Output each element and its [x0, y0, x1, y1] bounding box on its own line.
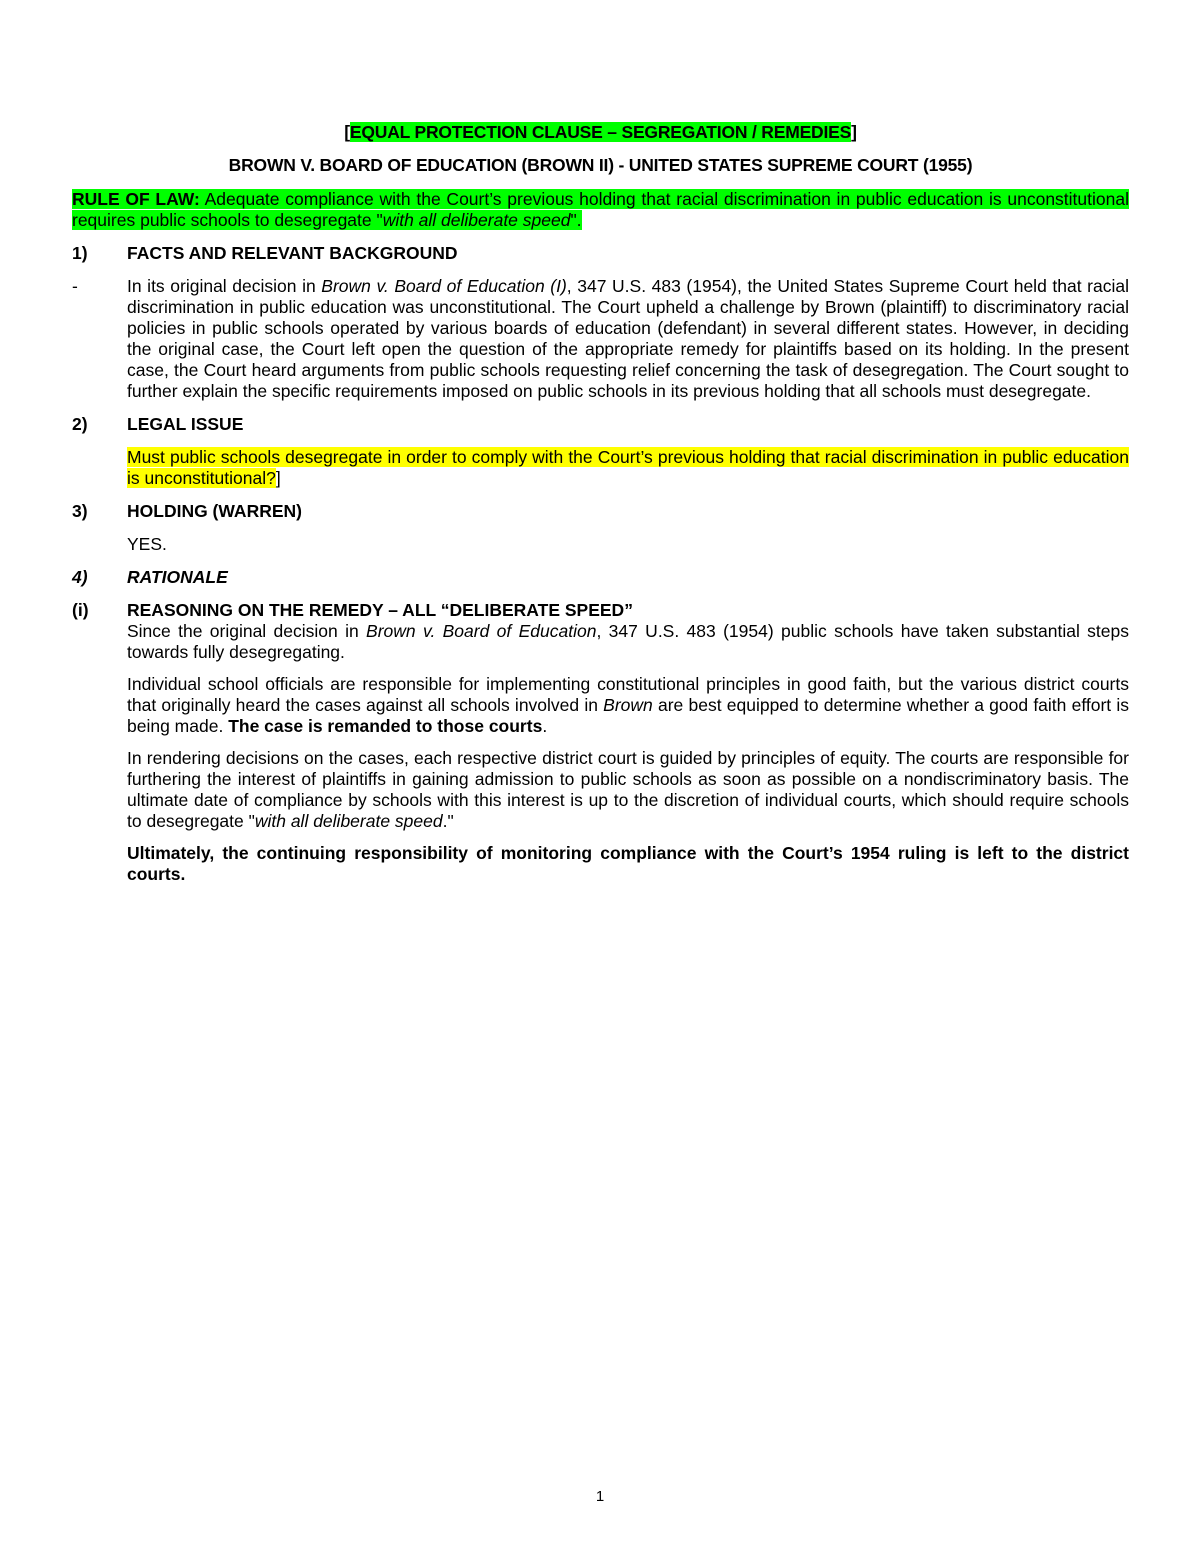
page-number: 1: [595, 1488, 605, 1505]
p4-bold: Ultimately, the continuing responsibility of monitoring compliance with the Court’s 1954 ruling is left to the district courts.: [127, 843, 1129, 884]
section-number: 2): [72, 414, 88, 434]
section-title: RATIONALE: [127, 567, 228, 587]
p1-text: Since the original decision in: [127, 621, 367, 641]
rationale-subsection: [72, 600, 1129, 885]
p1-text-rest: , 347 U.S. 483 (1954) public schools have taken substantial steps towards fully desegregating.: [127, 621, 1130, 662]
section-rationale-heading: [72, 567, 1129, 588]
p2-bold: The case is remanded to those courts: [228, 716, 543, 736]
section-issue-heading: [72, 414, 1129, 435]
facts-text-rest: , 347 U.S. 483 (1954), the United States Supreme Court held that racial discrimination in public education was unconstitutional. The Court upheld a challenge by Brown (plaintiff) to discriminatory racial policies in public schools operated by various boards of education (defendant) in several different states. However, in deciding the original case, the Court left open the question of the appropriate remedy for plaintiffs based on its holding. In the present case, the Court heard arguments from public schools requesting relief concerning the task of desegregation. The Court sought to further explain the specific requirements imposed on public schools in its previous holding that all schools must desegregate.: [127, 276, 1129, 401]
subsection-number: (i): [72, 600, 89, 620]
p1-case-name: Brown v. Board of Education: [366, 621, 597, 641]
topic-bracket-close: ]: [851, 122, 857, 142]
p3-italic: with all deliberate speed: [254, 811, 443, 831]
issue-question-text: Must public schools desegregate in order to comply with the Court’s previous holding that racial discrimination in public education is unconstitutional?: [127, 447, 1129, 488]
issue-question: [127, 447, 1129, 489]
issue-bracket-close: ]: [275, 468, 281, 488]
p2-text-mid: are best equipped to determine whether a good faith effort is being made.: [127, 695, 1129, 736]
section-title: HOLDING (WARREN): [127, 501, 302, 521]
topic-heading: [72, 122, 1129, 143]
p3-end: .": [442, 811, 454, 831]
rule-of-law: [72, 189, 1129, 231]
facts-paragraph: [72, 276, 1129, 402]
section-facts-heading: [72, 243, 1129, 264]
document-page: [72, 120, 1129, 885]
rationale-paragraph-3: [127, 748, 1129, 832]
section-number: 4): [72, 567, 88, 587]
rationale-paragraph-2: [127, 674, 1129, 737]
rationale-paragraph-1: [127, 621, 1129, 663]
rule-text: Adequate compliance with the Court’s previous holding that racial discrimination in public education is unconstitutional requires public schools to desegregate ": [72, 189, 1129, 230]
rule-label: RULE OF LAW:: [72, 189, 200, 209]
section-number: 1): [72, 243, 88, 263]
subsection-title: REASONING ON THE REMEDY – ALL “DELIBERATE SPEED”: [127, 600, 633, 620]
topic-bracket-open: [: [344, 122, 350, 142]
p2-end: .: [542, 716, 548, 736]
case-title: BROWN V. BOARD OF EDUCATION (BROWN II) - UNITED STATES SUPREME COURT (1955): [228, 155, 973, 175]
p2-text: Individual school officials are responsible for implementing constitutional principles in good faith, but the various district courts that originally heard the cases against all schools involved in: [127, 674, 1129, 715]
topic-text: EQUAL PROTECTION CLAUSE – SEGREGATION / REMEDIES: [349, 122, 852, 142]
holding-answer: YES.: [127, 534, 167, 554]
rule-text-italic: with all deliberate speed: [382, 210, 571, 230]
p2-case-name: Brown: [603, 695, 653, 715]
p3-text: In rendering decisions on the cases, each respective district court is guided by principles of equity. The courts are responsible for furthering the interest of plaintiffs in gaining admission to public schools as soon as possible on a nondiscriminatory basis. The ultimate date of compliance by schools with this interest is up to the discretion of individual courts, which should require schools to desegregate ": [127, 748, 1129, 831]
rule-text-end: ".: [570, 210, 582, 230]
section-holding-heading: [72, 501, 1129, 522]
facts-text: In its original decision in: [127, 276, 322, 296]
rationale-paragraph-4: [127, 843, 1129, 885]
section-number: 3): [72, 501, 88, 521]
section-title: FACTS AND RELEVANT BACKGROUND: [127, 243, 458, 263]
facts-case-name: Brown v. Board of Education (I): [321, 276, 567, 296]
dash-bullet: -: [72, 276, 78, 296]
section-title: LEGAL ISSUE: [127, 414, 244, 434]
